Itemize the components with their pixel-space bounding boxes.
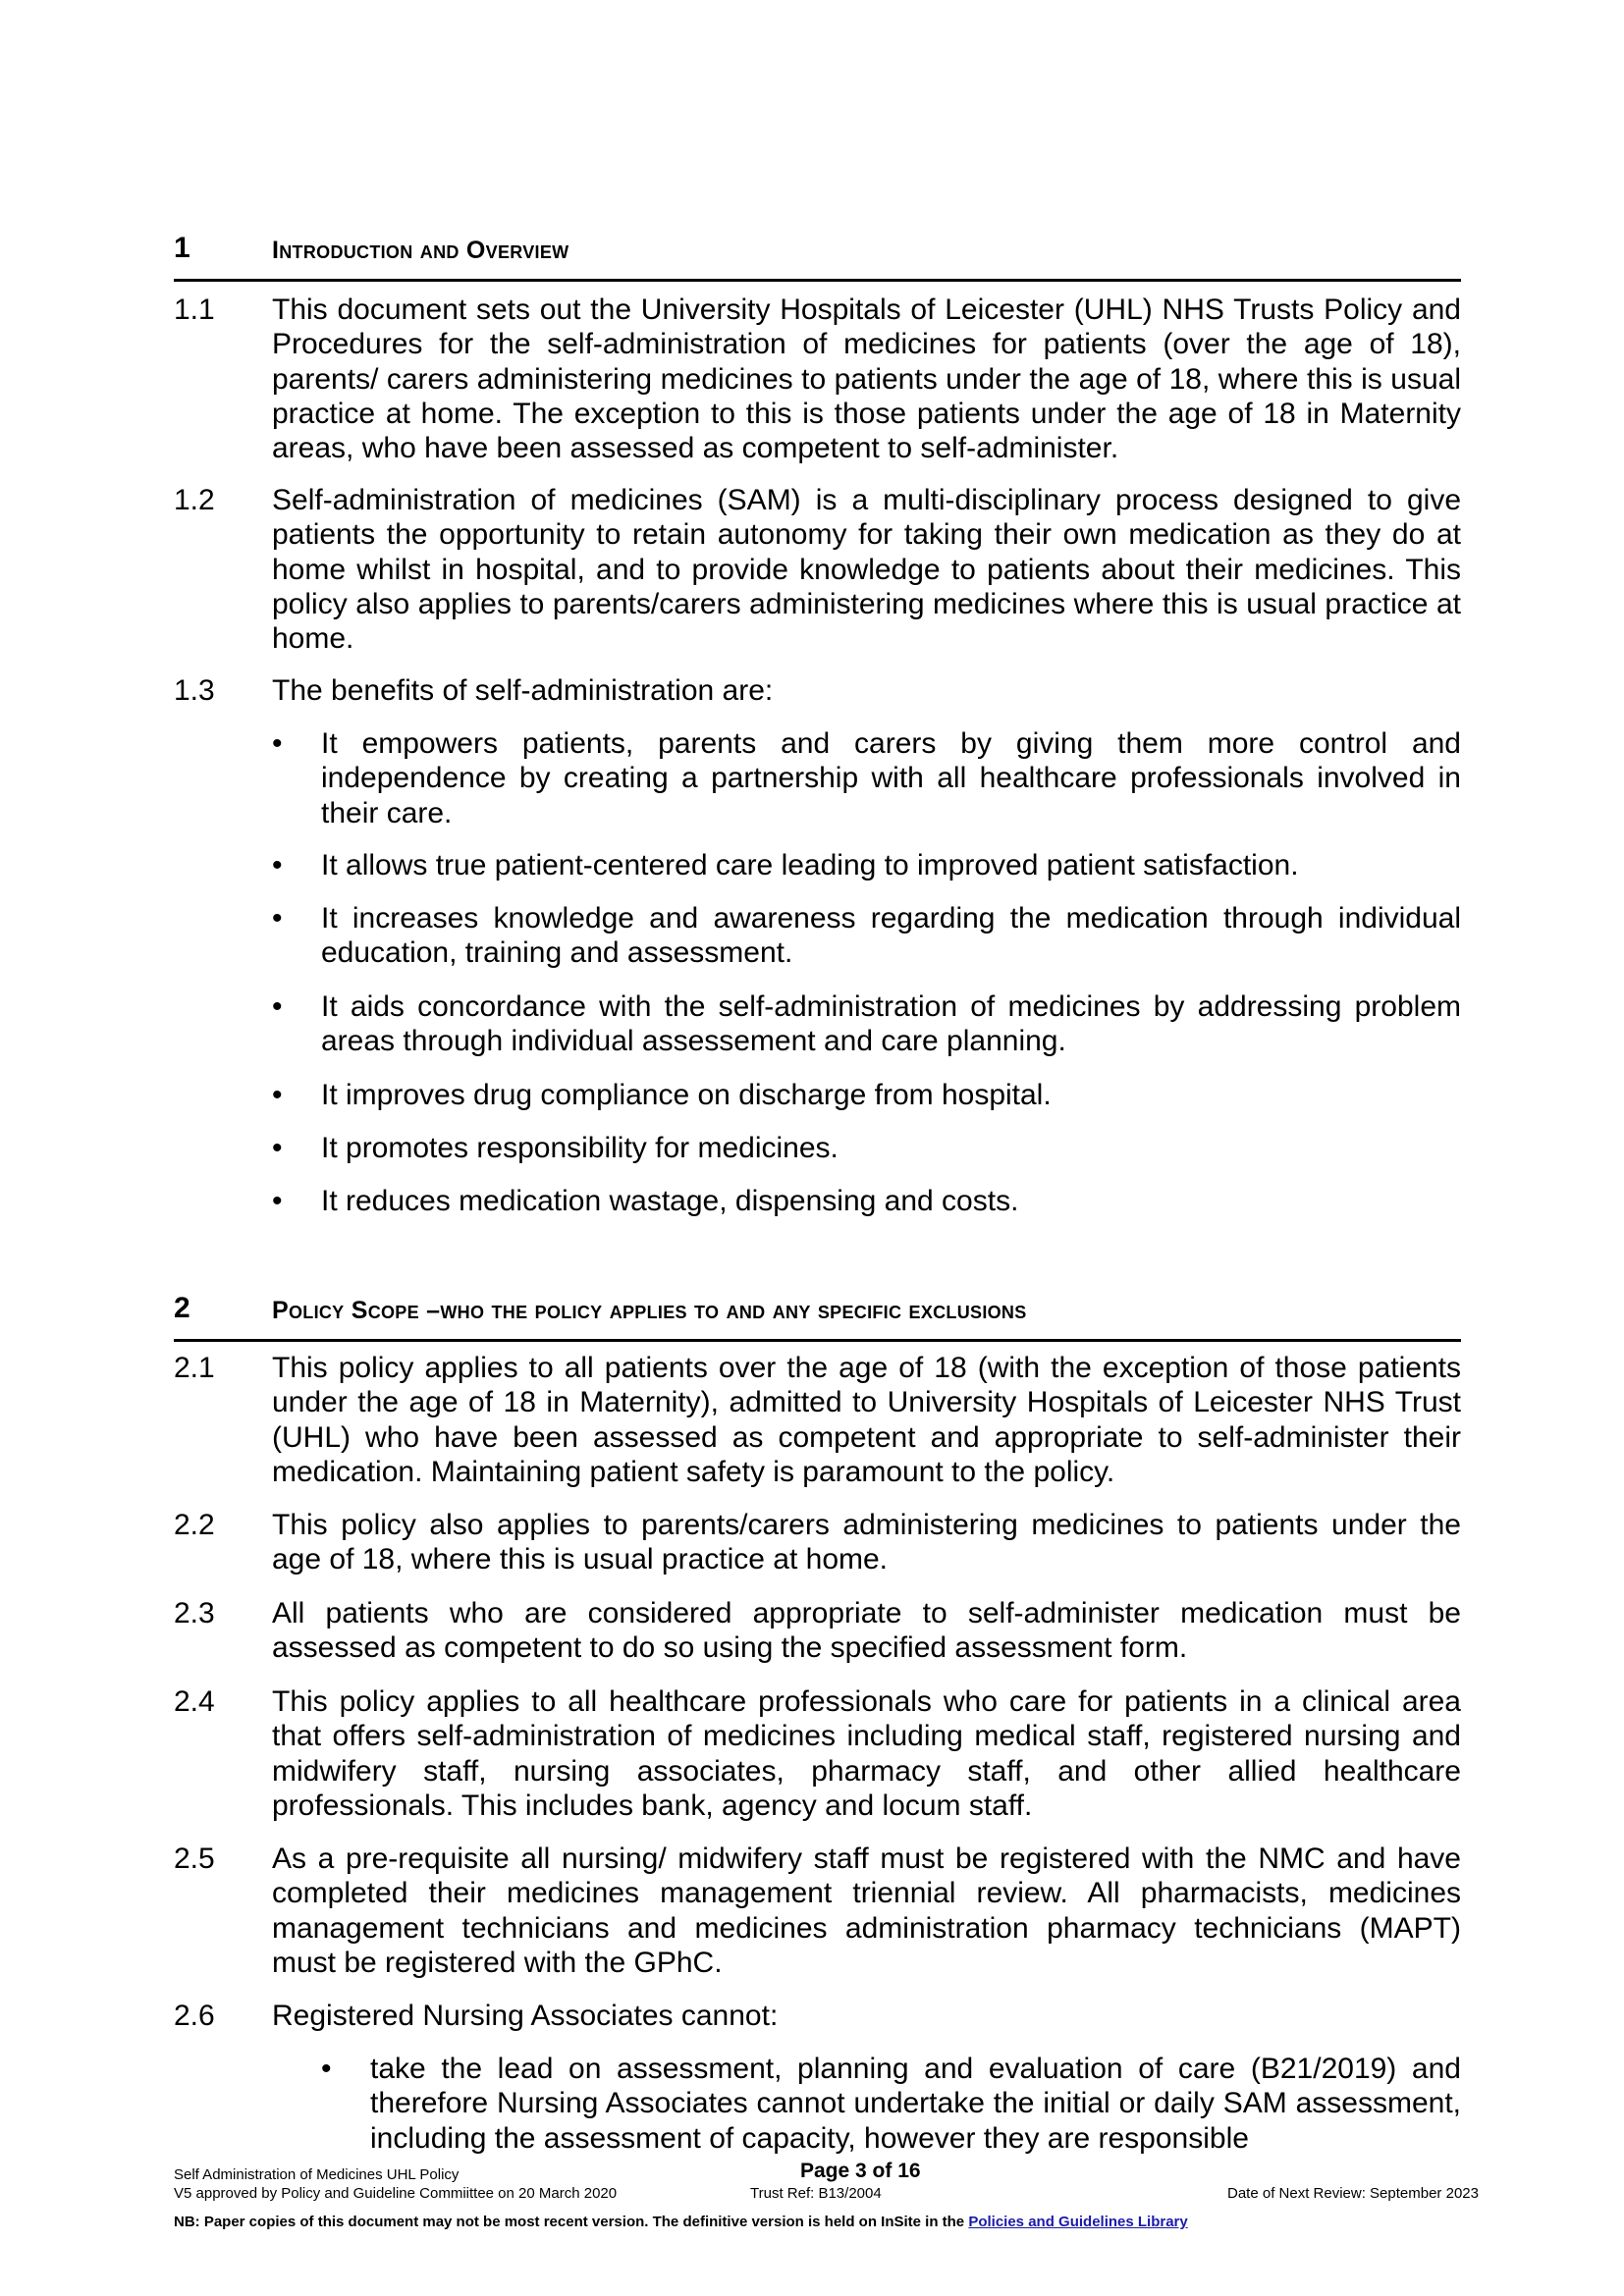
footer-approval: V5 approved by Policy and Guideline Commiittee on 20 March 2020 bbox=[174, 2185, 618, 2202]
footer-nb-text: NB: Paper copies of this document may not be most recent version. The definitive version is held on InSite in the bbox=[174, 2214, 969, 2230]
paragraph-number: 2.1 bbox=[174, 1352, 215, 1384]
paragraph-text: All patients who are considered appropriate to self-administer medication must be assessed as competent to do so using the specified assessment form. bbox=[272, 1597, 1461, 1665]
paragraph-text: This policy applies to all healthcare professionals who care for patients in a clinical area that offers self-administration of medicines including medical staff, registered nursing and midwifery staff, nursing associates, pharmacy staff, and other allied healthcare professionals. This includes bank, agency and locum staff. bbox=[272, 1685, 1461, 1822]
bullet-item bbox=[272, 726, 1461, 830]
section-title: Introduction and Overview bbox=[272, 237, 569, 264]
section-title: Policy Scope –who the policy applies to and any specific exclusions bbox=[272, 1297, 1027, 1324]
paragraph bbox=[174, 1596, 1461, 1666]
paragraph bbox=[174, 1684, 1461, 1823]
paragraph-number: 2.3 bbox=[174, 1597, 215, 1629]
bullet-text: It reduces medication wastage, dispensing and costs. bbox=[321, 1185, 1019, 1217]
bullet-icon: • bbox=[272, 1185, 283, 1217]
footer-trust-ref: Trust Ref: B13/2004 bbox=[750, 2185, 882, 2202]
section-number: 2 bbox=[174, 1292, 190, 1324]
footer-next-review: Date of Next Review: September 2023 bbox=[1227, 2185, 1479, 2202]
section-number: 1 bbox=[174, 232, 190, 264]
bullet-icon: • bbox=[272, 727, 283, 760]
paragraph-text: This policy applies to all patients over the age of 18 (with the exception of those patients under the age of 18 in Maternity), admitted to University Hospitals of Leicester NHS Trust (UHL) who have been assessed as competent and appropriate to self-administer their medication. Maintaining patient safety is paramount to the policy. bbox=[272, 1352, 1461, 1488]
paragraph bbox=[174, 1999, 1461, 2033]
paragraph-number: 2.5 bbox=[174, 1842, 215, 1875]
paragraph-text: This policy also applies to parents/carers administering medicines to patients under the age of 18, where this is usual practice at home. bbox=[272, 1509, 1461, 1576]
paragraph-number: 2.2 bbox=[174, 1509, 215, 1541]
paragraph bbox=[174, 1351, 1461, 1489]
bullet-text: It promotes responsibility for medicines. bbox=[321, 1132, 839, 1164]
policies-library-link[interactable]: Policies and Guidelines Library bbox=[968, 2214, 1188, 2230]
bullet-item bbox=[272, 1078, 1461, 1112]
bullet-text: It aids concordance with the self-administration of medicines by addressing problem areas through individual assessement and care planning. bbox=[321, 990, 1461, 1058]
bullet-icon: • bbox=[272, 990, 283, 1023]
section-heading bbox=[174, 1292, 1461, 1342]
bullet-icon: • bbox=[321, 2053, 332, 2085]
bullet-icon: • bbox=[272, 1079, 283, 1111]
paragraph bbox=[174, 673, 1461, 708]
paragraph-text: The benefits of self-administration are: bbox=[272, 674, 774, 707]
paragraph bbox=[174, 1508, 1461, 1577]
footer-page-number: Page 3 of 16 bbox=[800, 2160, 921, 2182]
bullet-item bbox=[272, 1184, 1461, 1218]
bullet-item bbox=[272, 848, 1461, 882]
bullet-text: take the lead on assessment, planning and evaluation of care (B21/2019) and therefore Nursing Associates cannot undertake the initial or daily SAM assessment, including the assessment of capacity, however they are responsible bbox=[370, 2053, 1461, 2155]
bullet-item bbox=[272, 989, 1461, 1059]
section-heading bbox=[174, 232, 1461, 282]
paragraph bbox=[174, 1842, 1461, 1980]
bullet-text: It increases knowledge and awareness regarding the medication through individual education, training and assessment. bbox=[321, 902, 1461, 970]
bullet-text: It empowers patients, parents and carers by giving them more control and independence by creating a partnership with all healthcare professionals involved in their care. bbox=[321, 727, 1461, 829]
bullet-icon: • bbox=[272, 849, 283, 881]
paragraph bbox=[174, 483, 1461, 656]
paragraph-number: 1.2 bbox=[174, 484, 215, 516]
bullet-icon: • bbox=[272, 1132, 283, 1164]
paragraph-number: 2.4 bbox=[174, 1685, 215, 1718]
bullet-item bbox=[272, 901, 1461, 971]
page-footer bbox=[174, 2160, 1509, 2232]
paragraph-number: 1.1 bbox=[174, 294, 215, 326]
paragraph-number: 2.6 bbox=[174, 2000, 215, 2032]
paragraph-text: Registered Nursing Associates cannot: bbox=[272, 2000, 779, 2032]
paragraph-text: This document sets out the University Hospitals of Leicester (UHL) NHS Trusts Policy and Procedures for the self-administration of medicines for patients (over the age of 18), parents/ carers administering medicines to patients under the age of 18, where this is usual practice at home. The exception to this is those patients under the age of 18 in Maternity areas, who have been assessed as competent to self-administer. bbox=[272, 294, 1461, 465]
bullet-text: It allows true patient-centered care leading to improved patient satisfaction. bbox=[321, 849, 1299, 881]
footer-nb-note bbox=[174, 2213, 1188, 2231]
bullet-icon: • bbox=[272, 902, 283, 934]
paragraph-text: Self-administration of medicines (SAM) is a multi-disciplinary process designed to give patients the opportunity to retain autonomy for taking their own medication as they do at home whilst in hospital, and to provide knowledge to patients about their medicines. This policy also applies to parents/carers administering medicines where this is usual practice at home. bbox=[272, 484, 1461, 656]
paragraph-number: 1.3 bbox=[174, 674, 215, 707]
footer-policy-name: Self Administration of Medicines UHL Policy bbox=[174, 2166, 460, 2183]
bullet-text: It improves drug compliance on discharge from hospital. bbox=[321, 1079, 1052, 1111]
bullet-item bbox=[321, 2052, 1461, 2156]
paragraph-text: As a pre-requisite all nursing/ midwifery staff must be registered with the NMC and have completed their medicines management triennial review. All pharmacists, medicines management technicians and medicines administration pharmacy technicians (MAPT) must be registered with the GPhC. bbox=[272, 1842, 1461, 1979]
bullet-item bbox=[272, 1131, 1461, 1165]
paragraph bbox=[174, 293, 1461, 465]
